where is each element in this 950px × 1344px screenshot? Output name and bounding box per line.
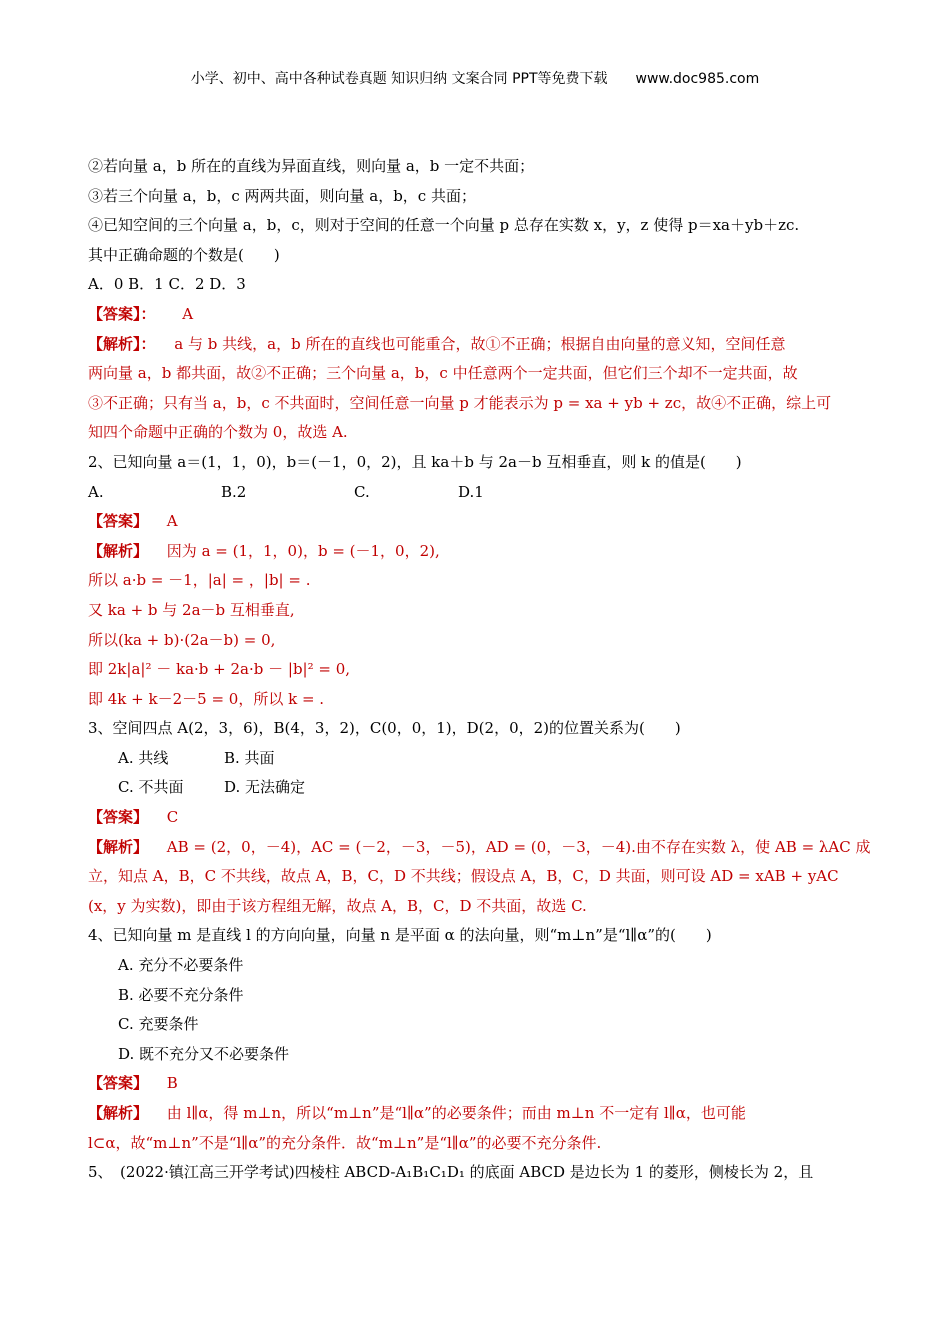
analysis-label: 【解析】 (88, 837, 149, 856)
q3-analysis-1 (88, 833, 871, 863)
analysis-text: 因为 a = (1，1，0)，b = (－1，0，2), (166, 541, 440, 560)
analysis-label: 【解析】 (88, 1104, 149, 1122)
q3-analysis-3: (x，y 为实数)，即由于该方程组无解，故点 A，B，C，D 不共面，故选 C. (88, 896, 587, 915)
q3-stem: 3、空间四点 A(2，3，6)，B(4，3，2)，C(0，0，1)，D(2，0，2)的位置关系为( ) (88, 719, 681, 738)
q3-analysis-2: 立，知点 A，B，C 不共线，故点 A，B，C，D 不共线；假设点 A，B，C，D 共面，则可设 AD = xAB + yAC (88, 867, 839, 886)
answer-label: 【答案】 (88, 512, 149, 531)
q2-option-d: D.1 (458, 482, 484, 501)
q1-analysis-3: ③不正确；只有当 a，b，c 不共面时，空间任意一向量 p 才能表示为 p = xa + yb + zc，故④不正确，综上可 (88, 393, 832, 412)
answer-value: C (166, 808, 179, 827)
q2-analysis-3: 又 ka + b 与 2a－b 互相垂直, (88, 600, 295, 619)
q2-analysis-6: 即 4k + k－2－5 = 0，所以 k = . (88, 689, 325, 708)
analysis-label: 【解析】： (88, 334, 156, 353)
q3-options-row-1 (88, 744, 864, 774)
q2-stem: 2、已知向量 a＝(1，1，0)，b＝(－1，0，2)，且 ka＋b 与 2a－b 互相垂直，则 k 的值是( ) (88, 452, 742, 471)
q4-analysis-2: l⊂α，故“m⊥n”不是“l∥α”的充分条件．故“m⊥n”是“l∥α”的必要不充分条件. (88, 1133, 602, 1152)
answer-value: B (166, 1074, 178, 1093)
q4-stem: 4、已知向量 m 是直线 l 的方向向量，向量 n 是平面 α 的法向量，则“m⊥n”是“l∥α”的( ) (88, 926, 712, 945)
q1-analysis-4: 知四个命题中正确的个数为 0，故选 A. (88, 423, 348, 442)
q2-options (88, 478, 864, 508)
q2-analysis-4: 所以(ka + b)·(2a－b) = 0, (88, 630, 276, 649)
answer-value: A (166, 512, 178, 531)
header-site: www.doc985.com (635, 71, 760, 87)
q1-analysis-1 (88, 330, 864, 360)
q4-option-b: B. 必要不充分条件 (118, 985, 244, 1004)
q1-analysis-2: 两向量 a，b 都共面，故②不正确；三个向量 a，b，c 中任意两个一定共面，但它们三个却不一定共面，故 (88, 364, 798, 383)
analysis-text: AB = (2，0，－4)，AC = (－2，－3，－5)，AD = (0，－3，－4).由不存在实数 λ，使 AB = λAC 成 (166, 837, 871, 856)
q2-answer (88, 507, 864, 537)
document-body (88, 152, 871, 1188)
analysis-text: a 与 b 共线，a，b 所在的直线也可能重合，故①不正确；根据自由向量的意义知，空间任意 (174, 334, 786, 353)
header-text: 小学、初中、高中各种试卷真题 知识归纳 文案合同 PPT等免费下载 (190, 71, 608, 87)
q2-option-a: A. (88, 482, 104, 501)
q4-option-a: A. 充分不必要条件 (118, 956, 244, 975)
analysis-text: 由 l∥α，得 m⊥n，所以“m⊥n”是“l∥α”的必要条件；而由 m⊥n 不一定有 l∥α，也可能 (166, 1104, 746, 1122)
q3-option-c: C. 不共面 (118, 778, 184, 797)
analysis-label: 【解析】 (88, 541, 149, 560)
q3-answer (88, 803, 864, 833)
q4-option-d: D. 既不充分又不必要条件 (118, 1044, 290, 1063)
q1-statement-2: ②若向量 a，b 所在的直线为异面直线，则向量 a，b 一定不共面； (88, 157, 535, 175)
answer-label: 【答案】 (88, 808, 149, 827)
q2-option-c: C. (354, 482, 370, 501)
answer-value: A (182, 304, 194, 323)
answer-label: 【答案】 (88, 1074, 149, 1093)
q3-option-d: D. 无法确定 (224, 778, 306, 797)
q5-stem: 5、 (2022·镇江高三开学考试)四棱柱 ABCD-A₁B₁C₁D₁ 的底面 ABCD 是边长为 1 的菱形，侧棱长为 2，且 (88, 1163, 814, 1182)
q1-question: 其中正确命题的个数是( ) (88, 245, 280, 264)
q3-options-row-2 (88, 773, 864, 803)
q1-statement-4: ④已知空间的三个向量 a，b，c，则对于空间的任意一个向量 p 总存在实数 x，y，z 使得 p＝xa＋yb＋zc. (88, 216, 800, 235)
q1-statement-3: ③若三个向量 a，b，c 两两共面，则向量 a，b，c 共面； (88, 186, 476, 205)
q1-answer (88, 300, 864, 330)
answer-label: 【答案】： (88, 304, 156, 323)
q1-options: A．0 B．1 C．2 D．3 (88, 275, 246, 294)
q4-option-c: C. 充要条件 (118, 1015, 199, 1034)
q2-analysis-2: 所以 a·b = －1，|a| = ，|b| = . (88, 571, 311, 590)
q4-analysis-1 (88, 1099, 864, 1129)
page-header (0, 68, 950, 88)
q4-answer (88, 1069, 864, 1099)
q2-analysis-1 (88, 537, 864, 567)
q3-option-a: A. 共线 (118, 748, 169, 767)
q3-option-b: B. 共面 (224, 748, 275, 767)
q2-option-b: B.2 (221, 482, 247, 501)
q2-analysis-5: 即 2k|a|² － ka·b + 2a·b － |b|² = 0, (88, 660, 351, 679)
